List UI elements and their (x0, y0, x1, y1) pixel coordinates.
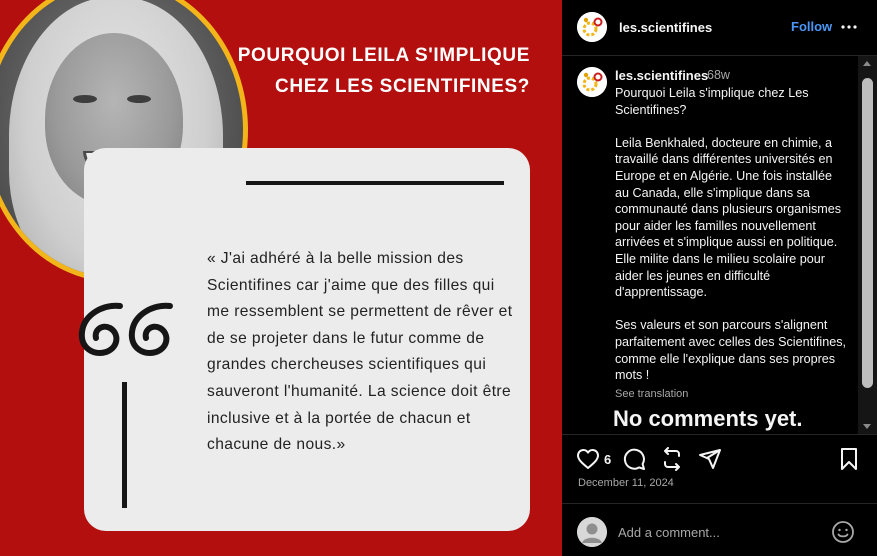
comment-input[interactable] (618, 521, 818, 543)
header-username[interactable]: les.scientifines (619, 20, 713, 35)
scrollbar[interactable] (858, 56, 877, 434)
scroll-down-arrow-icon[interactable] (863, 424, 871, 429)
quote-divider (246, 181, 504, 185)
quote-vertical-bar (122, 382, 127, 508)
gear-logo-icon (577, 12, 607, 42)
post-sidebar (562, 0, 877, 556)
repost-icon[interactable] (660, 447, 684, 471)
portrait-eye-left (73, 95, 97, 103)
share-icon[interactable] (698, 447, 722, 471)
post-date: December 11, 2024 (578, 477, 674, 489)
scroll-up-arrow-icon[interactable] (863, 61, 871, 66)
profile-avatar[interactable] (577, 12, 607, 42)
caption-text: Pourquoi Leila s'implique chez Les Scientifines? Leila Benkhaled, docteure en chimie, a travaillé dans différentes universités en Europe et en Algérie. Une fois installée au Canada, elle s'implique dans sa communauté dans plusieurs organismes pour aider les familles nouvellement arrivées et s'implique aussi en politique. Elle milite dans le milieu scolaire pour aider les jeunes en difficulté d'apprentissage. Ses valeurs et son parcours s'alignent parfaitement avec celles des Scientifines, comme elle l'explique dans ses propres mots ! (615, 86, 847, 383)
more-horizontal-icon[interactable] (840, 18, 858, 36)
portrait-eye-right (127, 95, 151, 103)
caption-avatar[interactable] (577, 67, 607, 97)
heart-icon[interactable] (576, 447, 600, 471)
post-heading: POURQUOI LEILA S'IMPLIQUE CHEZ LES SCIENTIFINES? (237, 45, 530, 97)
quote-mark-icon (74, 286, 178, 366)
user-avatar (577, 517, 607, 547)
see-translation-link[interactable]: See translation (615, 388, 689, 400)
quote-text: « J'ai adhéré à la belle mission des Scientifines car j'aime que des filles qui me ressemblent se permettent de rêver et de se projeter dans le futur comme de grandes chercheuses scientifiques qui sauveront l'humanité. La science doit être inclusive et à la portée de chacun et chacune de nous.» (207, 250, 513, 454)
default-user-icon (577, 517, 607, 547)
caption-scroll-area[interactable] (562, 56, 858, 434)
comment-divider (562, 503, 877, 504)
comment-icon[interactable] (622, 447, 646, 471)
no-comments-text: No comments yet. (613, 406, 803, 431)
caption-timestamp: 68w (707, 68, 730, 82)
follow-button[interactable]: Follow (791, 19, 833, 34)
like-count[interactable]: 6 (604, 452, 612, 467)
caption-username[interactable]: les.scientifines (615, 68, 709, 83)
emoji-icon[interactable] (831, 520, 855, 544)
actions-divider (562, 434, 877, 435)
scrollbar-thumb[interactable] (862, 78, 873, 388)
bookmark-icon[interactable] (837, 447, 861, 471)
gear-logo-icon (577, 67, 607, 97)
